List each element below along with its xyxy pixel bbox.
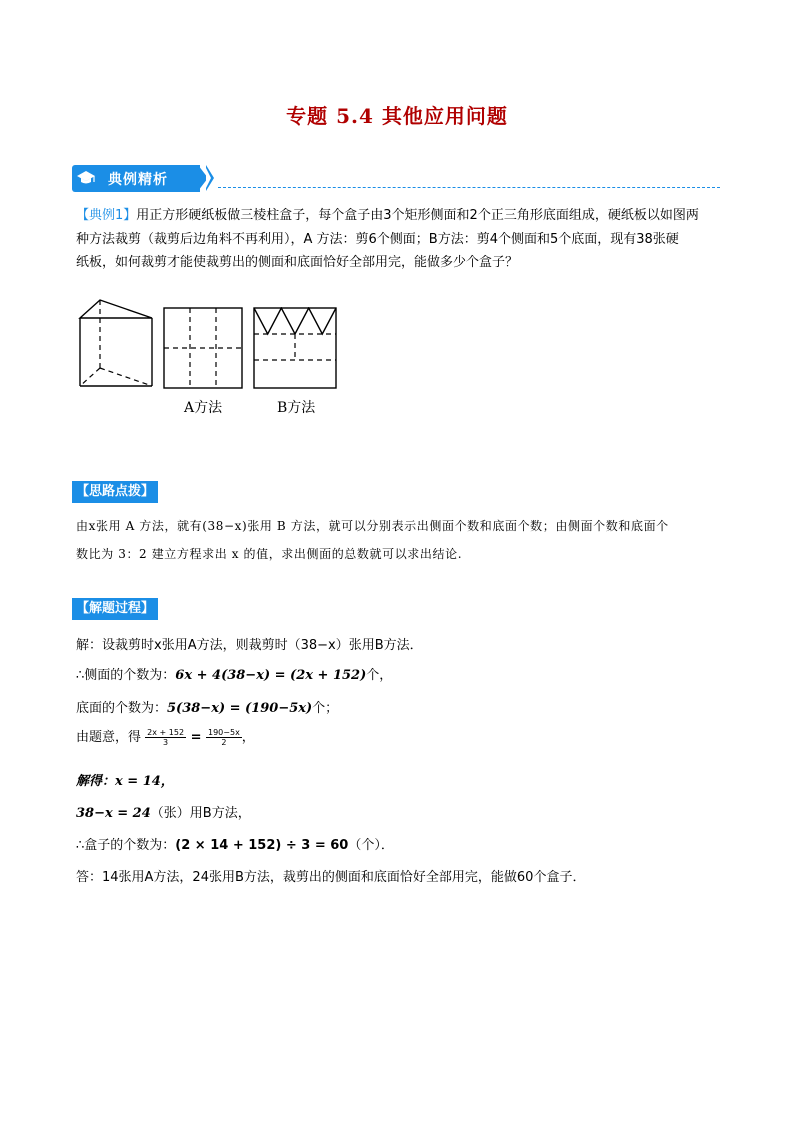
method-b-figure [253, 307, 337, 389]
prism-figure [76, 296, 156, 391]
solution-line-3: 底面的个数为：5(38−x) = (190−5x)个； [76, 701, 339, 716]
analysis-tag: 【思路点拨】 [72, 481, 158, 503]
section-banner [72, 163, 722, 195]
method-a-label: A方法 [184, 400, 223, 416]
method-a-figure [163, 307, 243, 389]
solution-line-2: ∴侧面的个数为：6x + 4(38−x) = (2x + 152)个， [76, 668, 393, 683]
solution-line-4: 由题意，得 $\frac{2x + 152}{3}$ = $\frac{190-5x}{2}$ ， [76, 728, 255, 747]
section-banner-label: 典例精析 [108, 172, 168, 188]
banner-divider [218, 187, 720, 188]
solution-tag: 【解题过程】 [72, 598, 158, 620]
fraction-right: $\frac{190-5x}{2}$ [208, 728, 240, 747]
graduation-cap-icon [76, 168, 96, 188]
solution-line-5: 解得：x = 14， [76, 774, 174, 789]
example-tag: 【典例1】 [76, 208, 137, 223]
page-title: 专题 5.4 其他应用问题 [286, 104, 508, 128]
solution-line-6: 38−x = 24（张）用B方法， [76, 806, 251, 821]
solution-line-7: ∴盒子的个数为：(2 × 14 + 152) ÷ 3 = 60（个）． [76, 838, 394, 853]
analysis-text: 由x张用 A 方法，就有(38−x)张用 B 方法，就可以分别表示出侧面个数和底面个数；由侧面个数和底面个 数比为 3：2 建立方程求出 x 的值，求出侧面的总数就可以求出结论. [76, 519, 669, 561]
fraction-left: $\frac{2x + 152}{3}$ [147, 728, 185, 747]
method-b-label: B方法 [277, 400, 316, 416]
solution-line-1: 解：设裁剪时x张用A方法，则裁剪时（38−x）张用B方法． [76, 638, 423, 653]
solution-answer: 答：14张用A方法，24张用B方法，裁剪出的侧面和底面恰好全部用完，能做60个盒子． [76, 870, 586, 885]
example-text: 【典例1】用正方形硬纸板做三棱柱盒子，每个盒子由3个矩形侧面和2个正三角形底面组成，硬纸板以如图两 种方法裁剪（裁剪后边角料不再利用），A 方法：剪6个侧面；B方法：剪4个侧面和5个底面，现有38张硬 纸板，如何裁剪才能使裁剪出的侧面和底面恰好全部用完，能做多少个盒子？ [76, 208, 699, 270]
